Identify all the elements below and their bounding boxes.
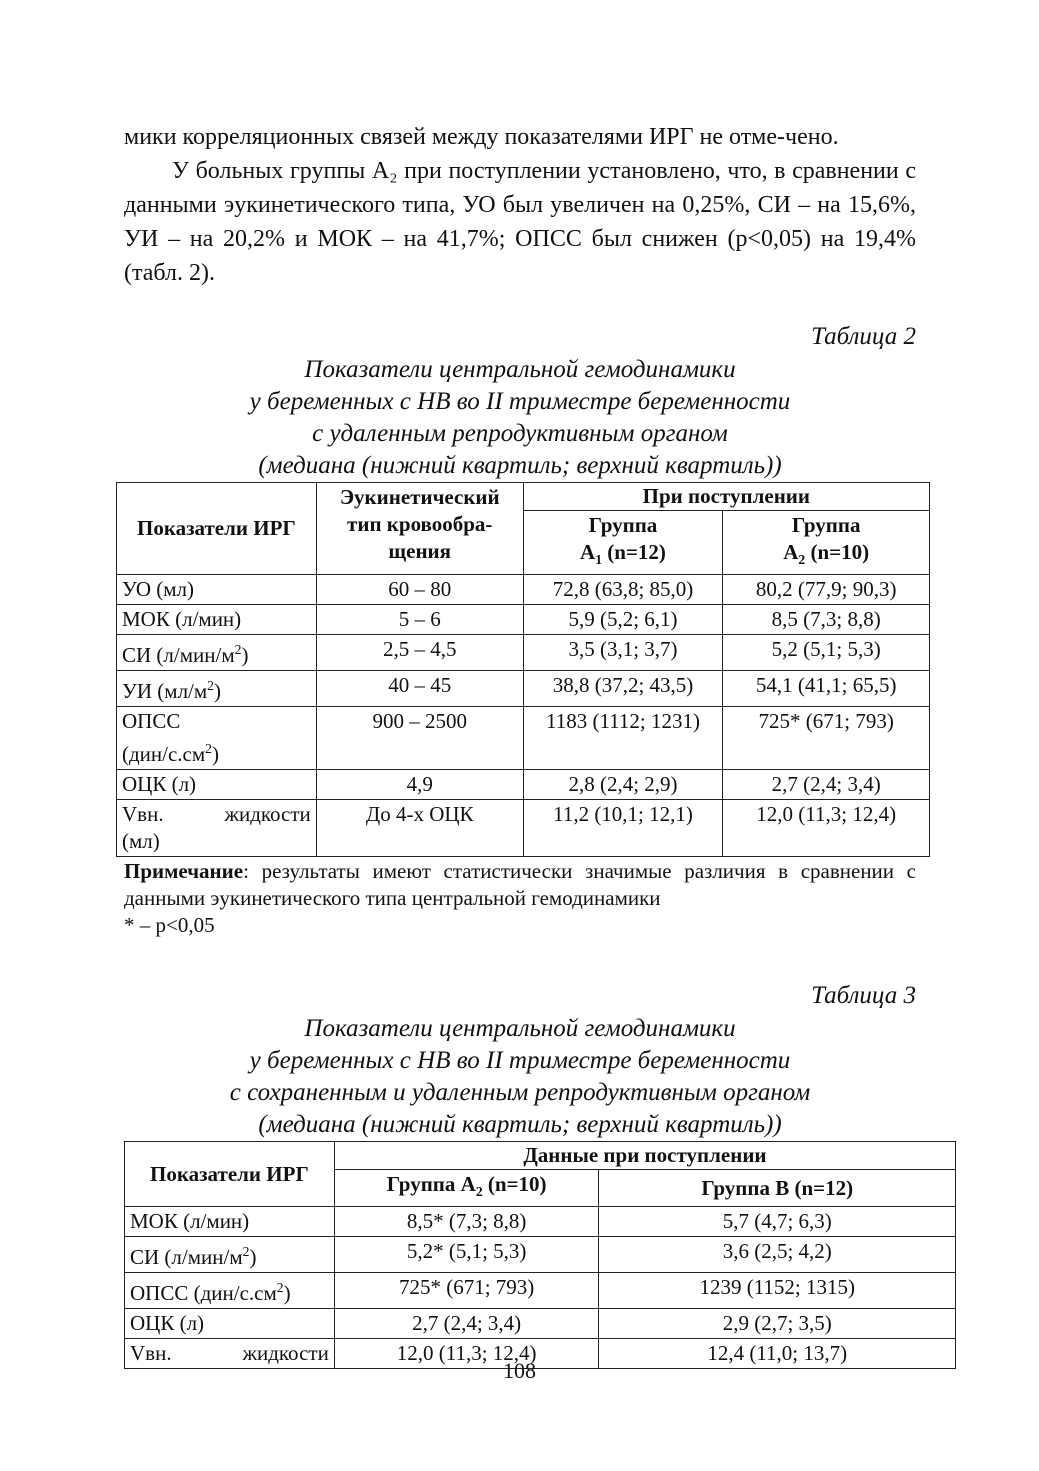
page-number: 108 (503, 1358, 536, 1383)
cell (125, 1273, 335, 1309)
table-row (125, 1273, 956, 1309)
table2-title-line: (медиана (нижний квартиль; верхний квартиль)) (258, 452, 782, 479)
cell: 12,0 (11,3; 12,4) (723, 800, 930, 857)
superscript: 2 (207, 678, 214, 694)
table2-header-admission: При поступлении (523, 483, 929, 511)
table2-header-param: Показатели ИРГ (117, 483, 317, 575)
cell: 5 – 6 (316, 605, 523, 635)
cell (117, 800, 317, 857)
cell-text: ) (283, 1281, 291, 1306)
cell-text: ) (212, 742, 219, 767)
table-row (117, 671, 930, 707)
cell (125, 1237, 335, 1273)
table-row (117, 635, 930, 671)
cell: 1183 (1112; 1231) (523, 707, 723, 770)
superscript: 2 (205, 741, 212, 757)
cell: 5,7 (4,7; 6,3) (599, 1207, 956, 1237)
cell: 900 – 2500 (316, 707, 523, 770)
cell (117, 671, 317, 707)
table3-title-line: с сохраненным и удаленным репродуктивным органом (229, 1079, 811, 1107)
table2-header-group-a1 (523, 511, 723, 575)
header-text: (n=10) (482, 1172, 547, 1197)
subscript: 2 (475, 1184, 483, 1200)
table3-title-line: у беременных с НВ во II триместре беременности (249, 1047, 791, 1075)
table-row (125, 1309, 956, 1339)
superscript: 2 (234, 642, 242, 658)
cell: Vвн. жидкости (125, 1339, 335, 1369)
cell: 4,9 (316, 770, 523, 800)
cell: 2,8 (2,4; 2,9) (523, 770, 723, 800)
cell: 725* (671; 793) (334, 1273, 599, 1309)
table-row (117, 770, 930, 800)
cell: 80,2 (77,9; 90,3) (723, 575, 930, 605)
page (124, 120, 916, 1369)
cell-text: (мл) (122, 829, 160, 854)
cell: 2,5 – 4,5 (316, 635, 523, 671)
table3-title-line: Показатели центральной гемодинамики (304, 1015, 736, 1043)
cell: 12,4 (11,0; 13,7) (599, 1339, 956, 1369)
table-row (117, 575, 930, 605)
table3 (124, 1141, 956, 1369)
cell-text: ) (241, 643, 249, 668)
cell: МОК (л/мин) (125, 1207, 335, 1237)
cell: 2,7 (2,4; 3,4) (334, 1309, 599, 1339)
cell: 12,0 (11,3; 12,4) (334, 1339, 599, 1369)
cell: До 4-х ОЦК (316, 800, 523, 857)
table2-note (124, 858, 916, 939)
intro-paragraph-1: мики корреляционных связей между показателями ИРГ не отме-чено. (124, 124, 839, 150)
table2-title (124, 354, 916, 482)
table3-header-admission: Данные при поступлении (334, 1142, 955, 1170)
header-text: Группа (791, 513, 861, 537)
cell: 725* (671; 793) (723, 707, 930, 770)
cell (117, 707, 317, 770)
intro-paragraph-2: У больных группы А₂ при поступлении установлено, что, в сравнении с данными эукинетического типа, УО был увеличен на 0,25%, СИ – на 15,6%, УИ – на 20,2% и МОК – на 41,7%; ОПСС был снижен (p<0,05) на 19,4% (табл. 2). (124, 158, 916, 286)
table3-title (124, 1013, 916, 1141)
cell-text: УИ (мл/м (122, 679, 208, 704)
cell: 5,2 (5,1; 5,3) (723, 635, 930, 671)
cell: 1239 (1152; 1315) (599, 1273, 956, 1309)
header-text: A (580, 540, 596, 564)
table2-header-group-a2 (723, 511, 930, 575)
cell: 60 – 80 (316, 575, 523, 605)
header-text: A (783, 540, 799, 564)
subscript: 2 (798, 552, 806, 568)
subscript: 1 (595, 552, 603, 568)
table2 (116, 482, 930, 857)
cell: УО (мл) (117, 575, 317, 605)
cell: 2,9 (2,7; 3,5) (599, 1309, 956, 1339)
table2-label: Таблица 2 (811, 323, 916, 350)
cell (117, 635, 317, 671)
header-text: Группа А (386, 1172, 476, 1197)
table-row (117, 707, 930, 770)
cell: 8,5* (7,3; 8,8) (334, 1207, 599, 1237)
cell: ОЦК (л) (117, 770, 317, 800)
cell: 38,8 (37,2; 43,5) (523, 671, 723, 707)
cell-text: ОПСС (122, 709, 181, 734)
cell: МОК (л/мин) (117, 605, 317, 635)
superscript: 2 (276, 1280, 284, 1296)
cell: 72,8 (63,8; 85,0) (523, 575, 723, 605)
table2-title-line: Показатели центральной гемодинамики (304, 356, 736, 383)
cell: 5,2* (5,1; 5,3) (334, 1237, 599, 1273)
header-text: (n=10) (805, 540, 870, 564)
note-text: : результаты имеют статистически значимые различия в сравнении с данными эукинетического типа центральной гемодинамики (124, 859, 916, 911)
cell-text: ) (249, 1245, 257, 1270)
table2-header-eukinetic: Эукинетический тип кровообра-щения (316, 483, 523, 575)
cell-text: ОПСС (дин/с.см (130, 1281, 277, 1306)
note-significance: * – p<0,05 (124, 913, 215, 938)
cell-text: Vвн. жидкости (122, 802, 311, 827)
note-label: Примечание (124, 859, 244, 884)
table-row (125, 1207, 956, 1237)
cell: 40 – 45 (316, 671, 523, 707)
cell-text: ) (214, 679, 221, 704)
table3-header-param: Показатели ИРГ (125, 1142, 335, 1207)
table3-label: Таблица 3 (811, 982, 916, 1010)
cell: 11,2 (10,1; 12,1) (523, 800, 723, 857)
table3-header-group-b: Группа В (n=12) (599, 1170, 956, 1207)
cell: 8,5 (7,3; 8,8) (723, 605, 930, 635)
cell-text: (дин/с.см (122, 742, 206, 767)
cell: 5,9 (5,2; 6,1) (523, 605, 723, 635)
table-row (125, 1237, 956, 1273)
table-row (117, 605, 930, 635)
cell: 2,7 (2,4; 3,4) (723, 770, 930, 800)
header-text: Группа (588, 513, 658, 537)
cell: 54,1 (41,1; 65,5) (723, 671, 930, 707)
header-text: (n=12) (602, 540, 666, 564)
table2-title-line: с удаленным репродуктивным органом (312, 420, 728, 447)
table3-title-line: (медиана (нижний квартиль; верхний квартиль)) (258, 1111, 782, 1139)
cell-text: СИ (л/мин/м (122, 643, 235, 668)
cell: 3,6 (2,5; 4,2) (599, 1237, 956, 1273)
table2-title-line: у беременных с НВ во II триместре беременности (249, 388, 791, 415)
table3-header-group-a2 (334, 1170, 599, 1207)
table-row (117, 800, 930, 857)
superscript: 2 (242, 1244, 250, 1260)
cell: ОЦК (л) (125, 1309, 335, 1339)
cell-text: СИ (л/мин/м (130, 1245, 243, 1270)
cell: 3,5 (3,1; 3,7) (523, 635, 723, 671)
